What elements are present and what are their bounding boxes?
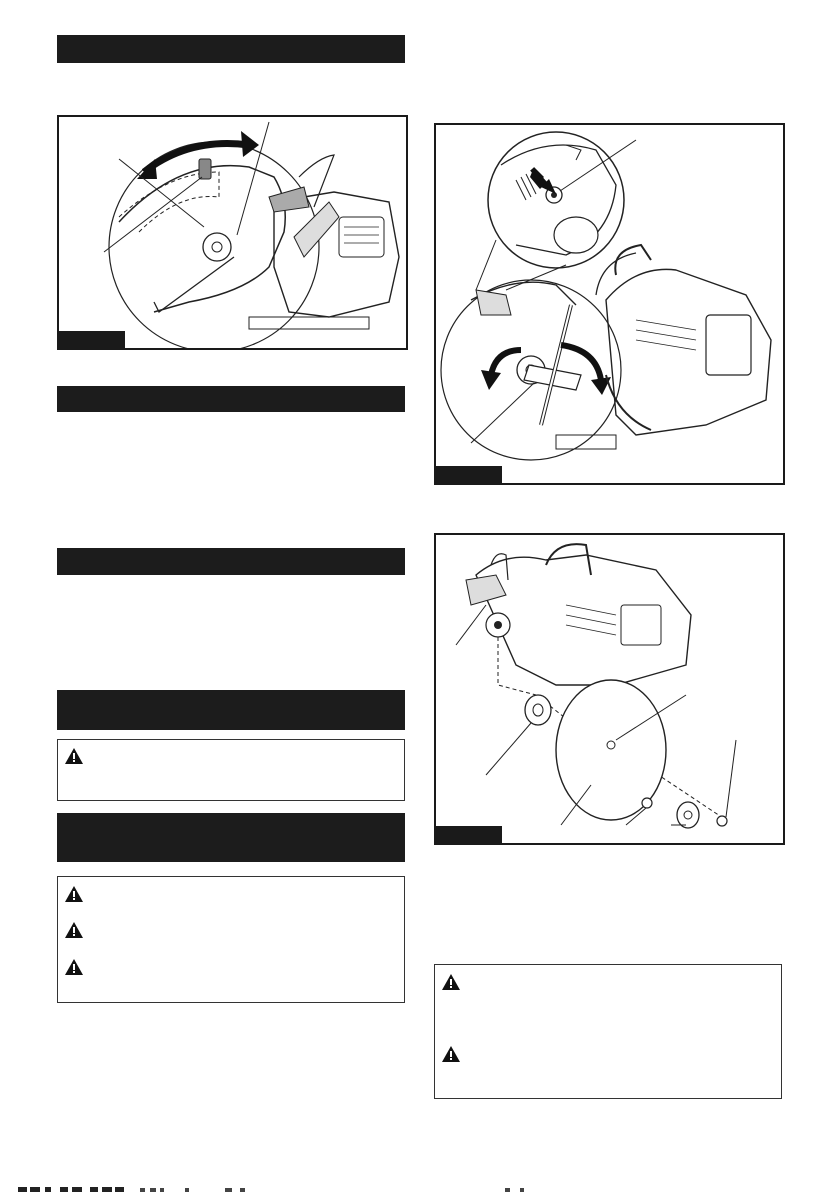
spindle-lock-illustration: [436, 125, 783, 483]
blade-assembly-illustration: [436, 535, 783, 843]
warning-triangle-icon: [441, 1045, 461, 1063]
warning-triangle-icon: [441, 973, 461, 991]
section-heading-bar-4: [57, 690, 405, 730]
blade-guard-illustration: [59, 117, 406, 348]
warning-box-3: [434, 964, 782, 1099]
cropped-bottom-text-strip: [0, 1186, 840, 1192]
section-heading-bar-1: [57, 35, 405, 63]
figure-number-tab: [59, 331, 125, 348]
warning-box-2: [57, 876, 405, 1003]
figure-blade-guard: [57, 115, 408, 350]
figure-blade-assembly: [434, 533, 785, 845]
warning-box-1: [57, 739, 405, 801]
section-heading-bar-2: [57, 386, 405, 412]
warning-triangle-icon: [64, 747, 84, 765]
section-heading-bar-3: [57, 548, 405, 575]
figure-number-tab: [436, 826, 502, 843]
warning-triangle-icon: [64, 958, 84, 976]
warning-triangle-icon: [64, 885, 84, 903]
figure-number-tab: [436, 466, 502, 483]
figure-spindle-lock: [434, 123, 785, 485]
section-heading-bar-5: [57, 813, 405, 862]
warning-triangle-icon: [64, 921, 84, 939]
